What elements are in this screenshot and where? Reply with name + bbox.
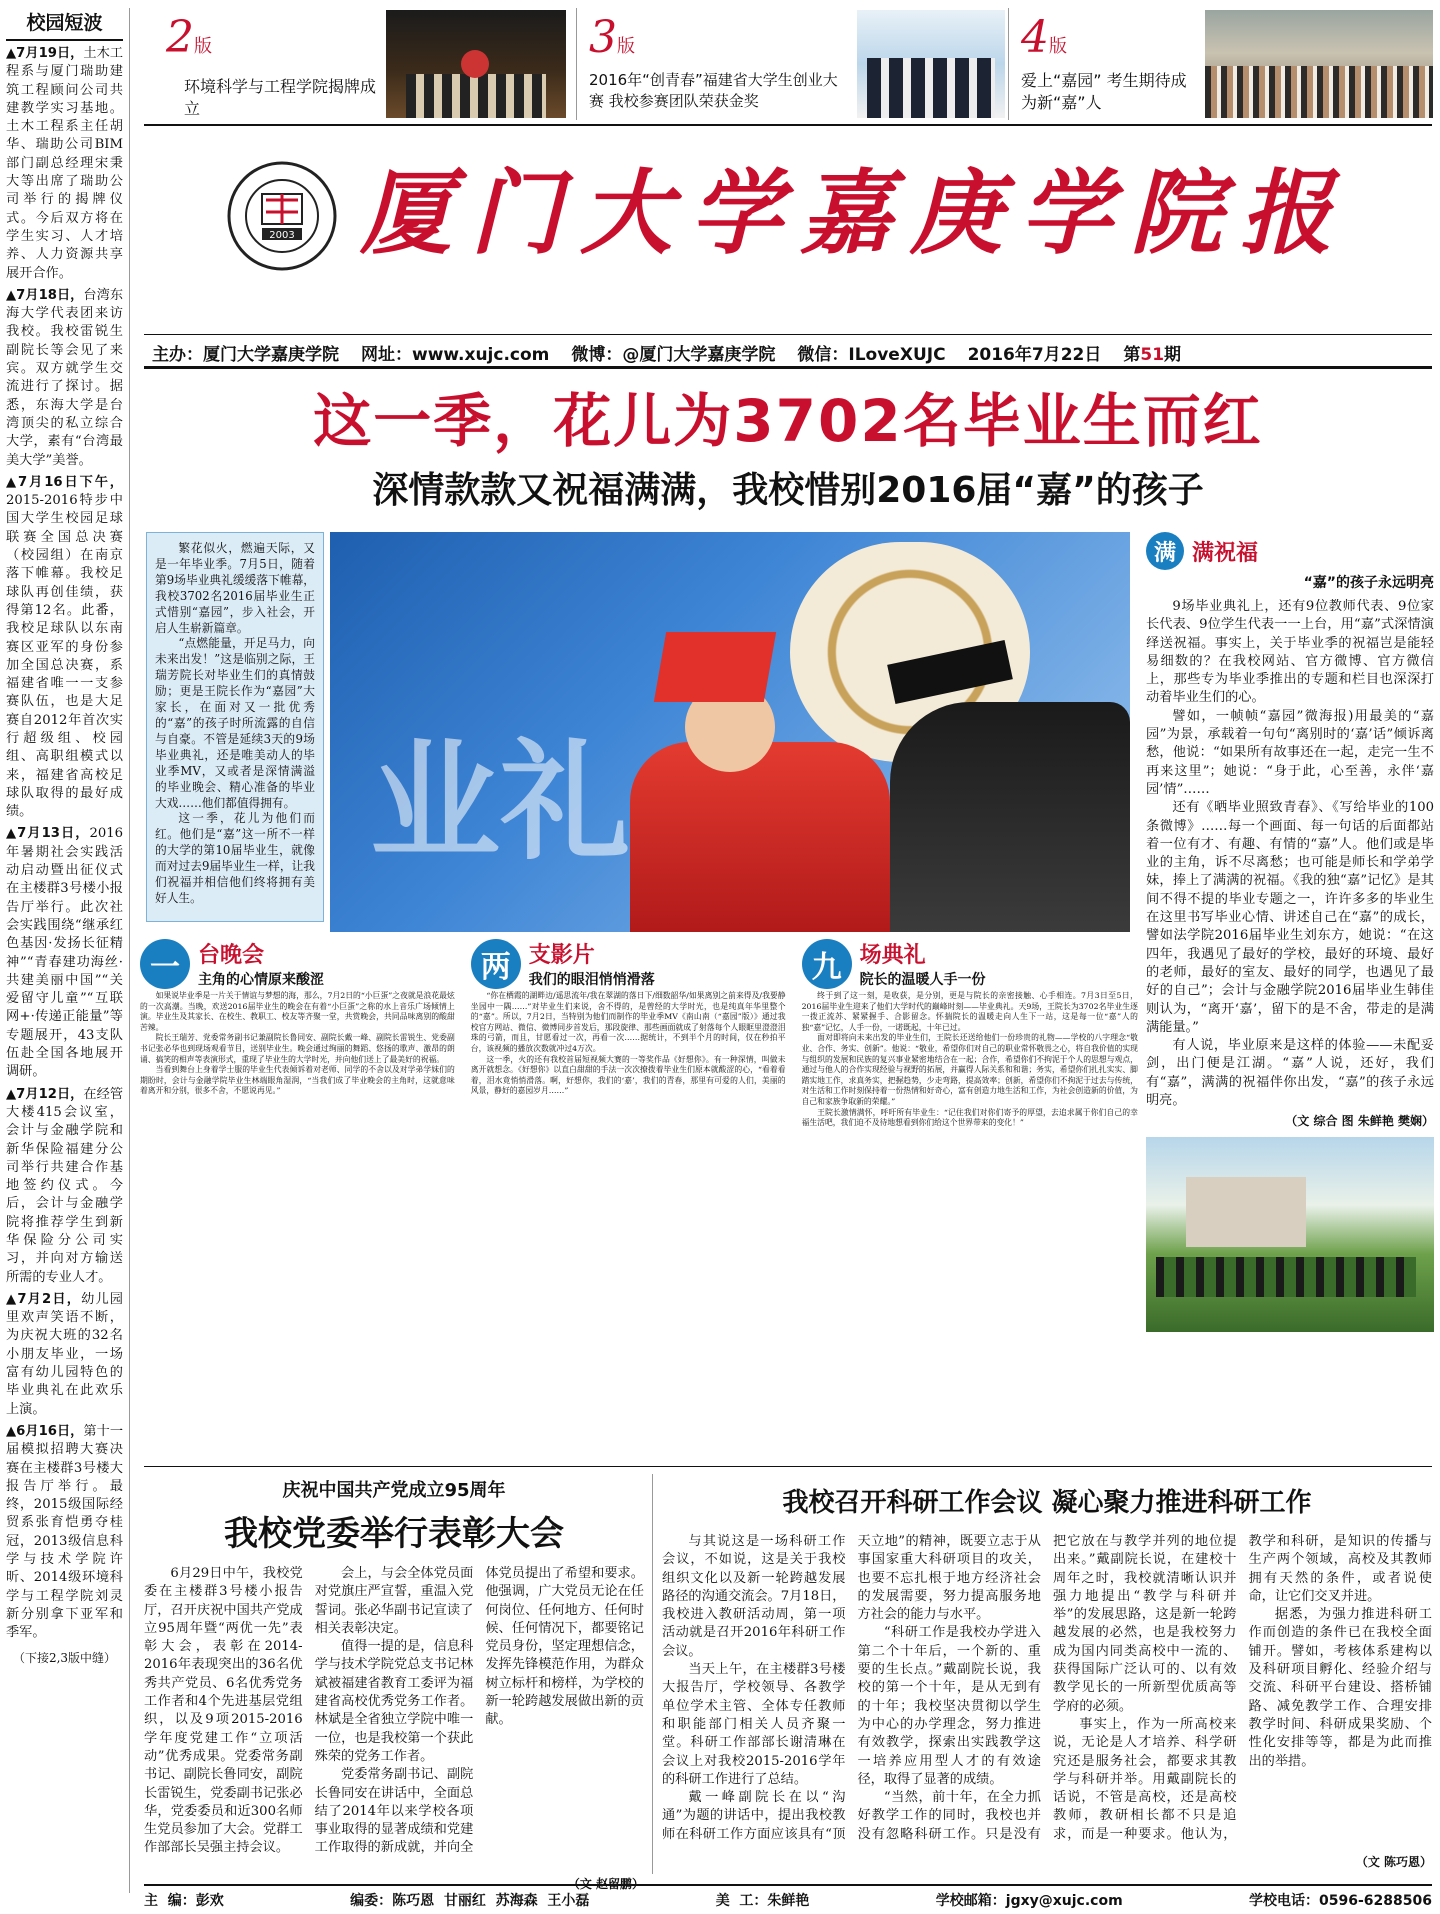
section-title: 支影片 — [528, 943, 595, 968]
research-paragraph: 戴一峰副院长在以“沟通”为题的讲话中，提出我校教师在科研工作方面应该具有“顶天立地”的精神，既要立志于从事国家重大科研项目的攻关，也要不忘扎根于地方经济社会的发展需要，努力提高服务地方社会的能力与水平。 — [662, 1534, 1041, 1842]
footer — [144, 1890, 1432, 1910]
footer-board: 编委：陈巧恩 甘丽红 苏海森 王小磊 — [350, 1893, 590, 1909]
teaser-3-unit: 版 — [617, 36, 635, 57]
intro-paragraph: 这一季，花儿为他们而红。他们是“嘉”这一所不一样的大学的第10届毕业生，就像而对过去9届毕业生一样，让我们祝福并相信他们终将拥有美好人生。 — [155, 811, 315, 905]
lead-section — [140, 938, 455, 1463]
masthead-host: 主办：厦门大学嘉庚学院 — [152, 345, 339, 365]
masthead-issue: 第51期 — [1123, 345, 1182, 365]
teaser-4-photo — [1205, 10, 1433, 118]
masthead-info — [152, 340, 1432, 365]
section-subtitle: 主角的心情原来酸涩 — [198, 972, 324, 988]
college-seal-icon — [226, 160, 338, 272]
brief-text: 幼儿园里欢声笑语不断，为庆祝大班的32名小朋友毕业，一场富有幼儿园特色的毕业典礼在此欢乐上演。 — [6, 1291, 123, 1417]
research-headline: 我校召开科研工作会议 凝心聚力推进科研工作 — [782, 1488, 1312, 1518]
masthead-rule-top — [144, 334, 1432, 335]
left-column — [6, 8, 130, 1893]
lead-bottom-rule — [144, 1466, 1432, 1467]
right-section-paragraph: 譬如，一帧帧“嘉园”微海报)用最美的“嘉园”为景，承载着一句句“离别时的‘嘉’话”倾诉离愁，他说：“如果所有故事还在一起，走完一生不再来这里”；她说：“身于此，心至善，永伴‘嘉园’情”…… — [1146, 708, 1434, 797]
brief-item — [6, 474, 123, 822]
teaser-bar — [144, 8, 1432, 120]
section-paragraph: 王院长激情满怀，呼吁所有毕业生：“记住我们对你们寄予的厚望，去追求属于你们自己的幸福生活吧，我们迫不及待地想看到你们给这个世界带来的变化！” — [801, 1107, 1138, 1128]
section-paragraph: 如果说毕业季是一片关于情谊与梦想的海，那么，7月2日的“小巨蛋”之夜就是浪花最炫的一次高潮。当晚，欢送2016届毕业生的晚会在有着“小巨蛋”之称的水上音乐广场倾情上演。毕业生及其家长、在校生、教职工、校友等齐聚一堂，共赏晚会，共同品味离别的酸甜苦辣。 — [140, 991, 455, 1032]
masthead-wechat[interactable]: 微信：ILoveXUJC — [797, 345, 946, 365]
masthead — [144, 130, 1432, 330]
section-paragraph: “你在栖霞的湖畔边/遥思流年/我在翠湖的落日下/细数韶华/如果离别之前来得及/我要静坐园中一隅……”对毕业生们来说，舍不得的，是曾经的大学时光，也是纯真年华里整个的“嘉”。所以，7月2日，当特别为他们而制作的毕业季MV《南山南（“嘉园”版）》通过我校官方网站、微信、微博同步首发后，那段旋律、那些画面就成了射落每个人眼眶里澄澄泪珠的弓箭，而且，甘愿看过一次，再看一次……据统计，不到半个月的时间，仅在秒拍平台，该视频的播放次数就冲过4万次。 — [470, 991, 786, 1054]
intro-paragraph: “点燃能量，开足马力，向未来出发！”这是临别之际，王瑞芳院长对毕业生们的真情鼓励；更是王院长作为“嘉园”大家长，在面对又一批优秀的“嘉”的孩子时所流露的自信与自豪。不管是延续3天的9场毕业典礼，还是唯美动人的毕业季MV，又或者是深情满溢的毕业晚会、精心准备的毕业大戏……他们都值得拥有。 — [155, 636, 315, 810]
teaser-3-number: 3 — [589, 12, 617, 63]
brief-text: 第十一届模拟招聘大赛决赛在主楼群3号楼大报告厅举行。最终，2015级国际经贸系张育恺勇夺桂冠，2013级信息科学与技术学院许昕、2014级环境科学与工程学院刘灵新分别拿下亚军和季军。 — [6, 1423, 124, 1641]
section-paragraph: 面对即将向未来出发的毕业生们，王院长还送给他们一份珍贵的礼物——学校的八字理念“敬业、合作、务实、创新”。他说：“敬业，希望你们对自己的职业常怀敬畏之心，将自我价值的实现与组织的发展和民族的复兴事业紧密地结合在一起；合作，希望你们不拘泥于个人的思想与观点，通过与他人的合作实现经验与视野的拓展，并赢得人际关系和和谐；务实，希望你们扎扎实实、脚踏实地工作，求真务实，把握趋势，少走弯路，提高效率；创新，希望你们不拘泥于过去与传统，对生活和工作时刻保持着一份热情和好奇心，富有创造力地生活和工作，为社会创造新的价值，为自己和家族争取新的荣耀。” — [801, 1033, 1138, 1107]
right-section-text — [1146, 598, 1434, 1110]
lead-subheadline: 深情款款又祝福满满，我校惜别2016届“嘉”的孩子 — [372, 470, 1204, 511]
lead-photo: 业礼 — [330, 532, 1130, 932]
footer-art: 美 工：朱鲜艳 — [715, 1893, 810, 1909]
section-number-badge: 两 — [471, 939, 521, 989]
section-title: 场典礼 — [859, 943, 926, 968]
brief-date: ▲7月13日， — [6, 826, 90, 842]
research-article — [662, 1470, 1432, 1880]
masthead-date: 2016年7月22日 — [967, 345, 1102, 365]
research-paragraph: “科研工作是我校办学进入第二个十年后，一个新的、重要的生长点。”戴副院长说，我校的第一个十年，是从无到有的十年；我校坚决贯彻以学生为中心的办学理念，努力推进有效教学，探索出实践教学这一培养应用型人才的有效途径，取得了显著的成绩。 — [857, 1625, 1041, 1787]
right-section-badge: 满 — [1146, 532, 1184, 570]
brief-text: 在经管大楼415会议室，会计与金融学院和新华保险福建分公司举行共建合作基地签约仪式。今后，会计与金融学院将推荐学生到新华保险分公司实习，并向对方输送所需的专业人才。 — [6, 1086, 124, 1285]
brief-text: 2015-2016特步中国大学生校园足球联赛全国总决赛（校园组）在南京落下帷幕。我校足球队再创佳绩，获得第12名。此番，我校足球队以东南赛区亚军的身份参加全国总决赛，系福建省唯一一支参赛队伍，也是大足赛自2012年首次实行超级组、校园组、高职组模式以来，福建省高校足球队取得的最好成绩。 — [6, 493, 123, 820]
research-paragraph: “当然，前十年，在全力抓好教学工作的同时，我校也并没有忽略科研工作。只是没有把它放在与教学并列的地位提出来。”戴副院长说，在建校十周年之时，我校就清晰认识并强力地提出“教学与科研并举”的发展思路，这是新一轮跨越发展的必然，也是我校努力成为国内同类高校中一流的、获得国际广泛认可的、以有效教学见长的一所新型优质高等学府的必须。 — [857, 1534, 1237, 1842]
brief-date: ▲6月16日， — [6, 1423, 84, 1439]
brief-text: 台湾东海大学代表团来访我校。我校雷锐生副院长等会见了来宾。双方就学生交流进行了探讨。据悉，东海大学是台湾顶尖的私立综合大学，素有“台湾最美大学”美誉。 — [6, 287, 124, 468]
seal-year: 2003 — [269, 230, 295, 241]
brief-item — [6, 1291, 123, 1419]
lead-section — [802, 938, 1138, 1463]
section-subtitle: 院长的温暖人手一份 — [859, 972, 986, 988]
footer-email[interactable]: 学校邮箱：jgxy@xujc.com — [935, 1893, 1123, 1909]
section-number-badge: 九 — [802, 939, 852, 989]
lead-section-header — [140, 938, 455, 989]
brief-text: 土木工程系与厦门瑞助建筑工程顾问公司共建教学实习基地。土木工程系主任胡华、瑞助公司BIM部门副总经理宋秉大等出席了瑞助公司举行的揭牌仪式。今后双方将在学生实习、人才培养、人力资源共享展开合作。 — [6, 46, 124, 281]
brief-item — [6, 287, 123, 470]
section-paragraph: 这一季，火的还有我校首届短视频大赛的一等奖作品《好想你》。有一种深情，叫做未离开就想念。《好想你》以直白甜甜的手法一次次撩拨着毕业生们原本就酸涩的心，“看着看着，泪水竟悄悄滑落。啊，好想你，我们的‘嘉’，我们的青春，那里有可爱的人们，美丽的风景，静好的嘉园岁月……” — [470, 1054, 786, 1096]
footer-editor: 主 编：彭欢 — [144, 1893, 224, 1909]
section-paragraph: 当看到舞台上身着学士服的毕业生代表倾诉着对老师、同学的不舍以及对学弟学妹们的期盼时，会计与金融学院毕业生林端眼角湿润，“当我们成了毕业晚会的主角时，这就意味着离开和分别，很多不舍，不愿说再见。” — [140, 1065, 455, 1096]
right-section-paragraph: 9场毕业典礼上，还有9位教师代表、9位家长代表、9位学生代表一一上台，用“嘉”式深情演绎送祝福。事实上，关于毕业季的祝福岂是能轻易细数的？在我校网站、官方微博、官方微信上，那些专为毕业季推出的专题和栏目也深深打动着毕业生们的心。 — [1146, 599, 1434, 706]
teaser-2-text: 环境科学与工程学院揭牌成立 — [184, 77, 377, 118]
brief-item — [6, 45, 123, 283]
brief-date: ▲7月2日， — [6, 1291, 82, 1307]
lead-section — [471, 938, 786, 1463]
right-section-photo — [1146, 1137, 1434, 1332]
lead-sections — [140, 938, 1138, 1463]
section-number-badge: 一 — [140, 939, 190, 989]
lead-intro-text — [155, 541, 315, 907]
research-body — [662, 1533, 1432, 1853]
right-column — [1146, 532, 1434, 1457]
party-paragraph: 党委常务副书记、副院长鲁同安在讲话中，全面总结了2014年以来学校各项事业取得的显著成绩和党建工作取得的新成就，并向全体党员提出了希望和要求。他强调，广大党员无论在任何岗位、任何地方、任何时候、任何情况下，都要铭记党员身份，坚定理想信念，发挥先锋模范作用，为群众树立标杆和榜样，为学校的新一轮跨越发展做出新的贡献。 — [314, 1566, 644, 1856]
masthead-rule-bottom — [144, 366, 1432, 369]
intro-paragraph: 繁花似火，燃遍天际，又是一年毕业季。7月5日，随着第9场毕业典礼缓缓落下帷幕，我校3702名2016届毕业生正式惜别“嘉园”，步入社会，开启人生崭新篇章。 — [155, 541, 315, 635]
party-paragraph: 会上，与会全体党员面对党旗庄严宣誓，重温入党誓词。张必华副书记宣读了相关表彰决定。 — [314, 1566, 474, 1636]
lead-headline: 这一季，花儿为3702名毕业生而红 — [313, 387, 1263, 455]
lead-section-header — [471, 938, 786, 989]
right-section-paragraph: 还有《晒毕业照致青春》、《写给毕业的100条微博》……每一个画面、每一句话的后面都站着一位有才、有趣、有情的“嘉”人。他们或是毕业的主角，诉不尽离愁；也可能是师长和学弟学妹，捧上了满满的祝福。《我的独“嘉”记忆》是其间不得不提的毕业专题之一，许许多多的毕业生在这里书写毕业心情、讲述自己在“嘉”的成长，譬如法学院2016届毕业生刘东方，她说：“在这四年，我遇见了最好的学校，最好的环境、最好的老师，最好的室友、最好的同学，也遇见了最好的自己”；会计与金融学院2016届毕业生韩佳则认为，“离开‘嘉’，留下的是不舍，带走的是满满能量。” — [1146, 800, 1434, 1035]
teaser-4-text: 爱上“嘉园” 考生期待成为新“嘉”人 — [1021, 71, 1187, 112]
party-kicker: 庆祝中国共产党成立95周年 — [282, 1480, 506, 1501]
masthead-title: 厦门大学嘉庚学院报 — [360, 159, 1351, 267]
left-column-title: 校园短波 — [6, 8, 123, 41]
teaser-4-unit: 版 — [1049, 36, 1067, 57]
party-article — [144, 1470, 644, 1880]
research-paragraph: 当天上午，在主楼群3号楼大报告厅，学校领导、各教学单位学术主管、全体专任教师和职能部门相关人员齐聚一堂。科研工作部部长谢清琳在会议上对我校2015-2016学年的科研工作进行了总结。 — [662, 1662, 846, 1787]
teaser-2-unit: 版 — [194, 36, 212, 57]
brief-item — [6, 1086, 123, 1287]
brief-date: ▲7月19日， — [6, 46, 84, 61]
brief-date: ▲7月18日， — [6, 287, 84, 303]
footer-rule — [144, 1884, 1432, 1886]
teaser-3-text: 2016年“创青春”福建省大学生创业大赛 我校参赛团队荣获金奖 — [589, 71, 838, 110]
teaser-4[interactable] — [1008, 8, 1432, 120]
brief-list — [6, 45, 123, 1643]
section-paragraph: 终于到了这一刻，是收获，是分别，更是与院长的亲密接触、心手相连。7月3日至5日，2016届毕业生迎来了他们大学时代的巅峰时刻——毕业典礼。天9场，王院长为3702名毕业生逐一拨正流苏、紧紧握手、合影留念。怀揣院长的温暖走向人生下一站，这是每一位“嘉”人的独“嘉”记忆，人手一份，一诺既起，十年已过。 — [801, 991, 1138, 1032]
research-paragraph: 据悉，为强力推进科研工作而创造的条件已在我校全面铺开。譬如，考核体系建构以及科研项目孵化、经验介绍与交流、科研平台建设、搭桥铺路、减免教学工作、合理安排教学时间、科研成果奖励、个性化安排等等，都是为此而推出的举措。 — [1248, 1607, 1432, 1769]
research-paragraph: 事实上，作为一所高校来说，无论是人才培养、科学研究还是服务社会，都要求其教学与科研并举。用戴副院长的话说，不管是高校，还是高校教师，教研相长都不只是追求，而是一种要求。他认为，教学和科研，是知识的传播与生产两个领域，高校及其教师拥有天然的条件，或者说使命，让它们交叉并进。 — [1053, 1534, 1432, 1842]
lead-intro-box — [146, 532, 324, 922]
masthead-website[interactable]: 网址：www.xujc.com — [361, 345, 550, 365]
teaser-3[interactable] — [576, 8, 1006, 120]
lead-section-header — [802, 938, 1138, 989]
teaser-3-photo — [857, 10, 1005, 118]
teaser-2-photo — [386, 10, 566, 118]
section-subtitle: 我们的眼泪悄悄滑落 — [528, 972, 655, 988]
teaser-2-number: 2 — [166, 12, 194, 63]
section-paragraph: 院长王瑞芳、党委常务副书记兼副院长鲁同安、副院长戴一峰、副院长雷锐生、党委副书记张必华也到现场观看节目，送别毕业生。晚会通过绚丽的舞蹈、悠扬的歌声、激昂的朗诵、搞笑的相声等表演形式，重现了毕业生的大学时光，并向他们送上了最美好的祝福。 — [140, 1033, 455, 1064]
party-paragraph: 值得一提的是，信息科学与技术学院党总支书记林斌被福建省教育工委评为福建省高校优秀党务工作者。林斌是全省独立学院中唯一一位，也是我校第一个获此殊荣的党务工作者。 — [314, 1639, 474, 1764]
masthead-weibo[interactable]: 微博：@厦门大学嘉庚学院 — [571, 345, 776, 365]
right-section-paragraph: 有人说，毕业原来是这样的体验——未配妥剑，出门便是江湖。“嘉”人说，还好，我们有“嘉”，满满的祝福伴你出发，“嘉”的孩子永远明亮。 — [1146, 1038, 1434, 1109]
brief-item — [6, 1423, 123, 1643]
teaser-2[interactable] — [144, 8, 574, 120]
brief-date: ▲7月16日下午， — [6, 474, 123, 490]
party-headline: 我校党委举行表彰大会 — [224, 1514, 564, 1554]
footer-phone: 学校电话：0596-6288506 — [1249, 1893, 1432, 1909]
brief-footnote: （下接2,3版中缝） — [12, 1650, 117, 1665]
right-section-title: 满祝福 — [1192, 540, 1259, 566]
right-section-credit: （文 综合 图 朱鲜艳 樊娴） — [1285, 1114, 1434, 1129]
brief-item — [6, 825, 123, 1081]
right-section-subtitle: “嘉”的孩子永远明亮 — [1303, 575, 1434, 591]
research-paragraph: 与其说这是一场科研工作会议，不如说，这是关于我校组织文化以及新一轮跨越发展路径的沟通交流会。7月18日，我校进入教研活动周，第一项活动就是召开2016年科研工作会议。 — [662, 1534, 846, 1659]
brief-date: ▲7月12日， — [6, 1086, 84, 1102]
bottom-column-divider — [652, 1474, 653, 1874]
brief-text: 2016年暑期社会实践活动启动暨出征仪式在主楼群3号楼小报告厅举行。此次社会实践围绕“继承红色基因·发扬长征精神”“青春建功海丝·共建美丽中国”“关爱留守儿童”“互联网+·传递正能量”等专题展开，43支队伍赴全国各地展开调研。 — [6, 826, 123, 1080]
teaser-rule — [144, 124, 1432, 126]
research-credit: （文 陈巧恩） — [1355, 1855, 1432, 1869]
party-body — [144, 1565, 644, 1875]
teaser-4-number: 4 — [1021, 12, 1049, 63]
issue-number: 51 — [1140, 345, 1165, 365]
section-title: 台晚会 — [198, 943, 265, 968]
party-paragraph: 6月29日中午，我校党委在主楼群3号楼小报告厅，召开庆祝中国共产党成立95周年暨“两优一先”表彰大会，表彰在2014-2016年表现突出的36名优秀共产党员、6名优秀党务工作者和4个先进基层党组织，以及9项2015-2016学年度党建工作“立项活动”优秀成果。党委常务副书记、副院长鲁同安，副院长雷锐生，党委副书记张必华，党委委员和近300名师生党员参加了大会。党群工作部部长吴强主持会议。 — [144, 1566, 303, 1856]
